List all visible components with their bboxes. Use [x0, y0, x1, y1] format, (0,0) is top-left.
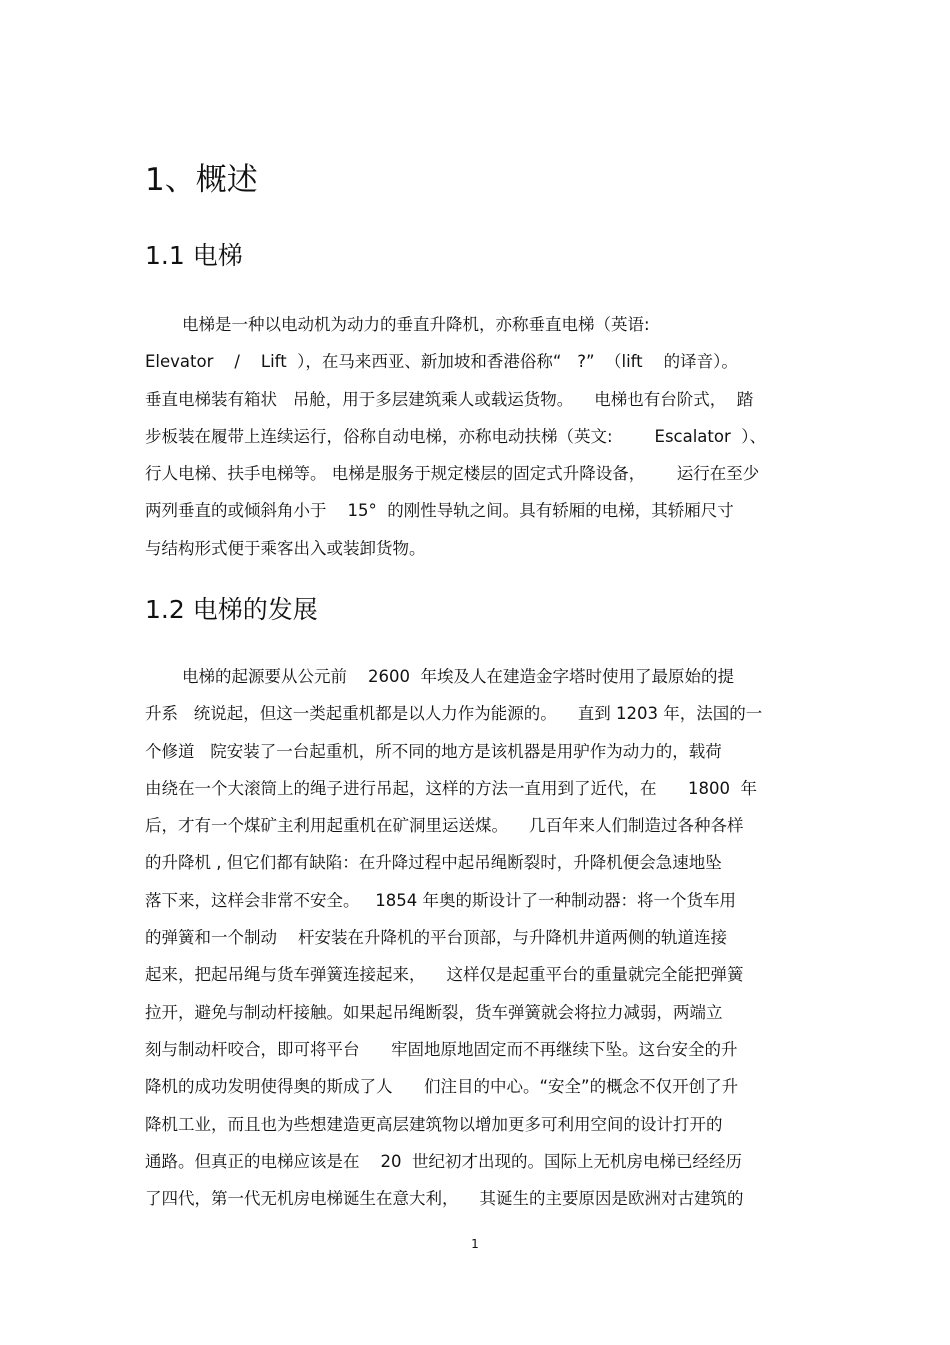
text-line: 步板装在履带上连续运行，俗称自动电梯，亦称电动扶梯（英文: Escalator ）、 — [145, 426, 767, 446]
text-line: 起来，把起吊绳与货车弹簧连接起来， 这样仅是起重平台的重量就完全能把弹簧 — [145, 965, 744, 985]
text-line: 落下来，这样会非常不安全。 1854 年奥的斯设计了一种制动器：将一个货车用 — [145, 890, 736, 910]
text-line: 通路。但真正的电梯应该是在 20 世纪初才出现的。国际上无机房电梯已经经历 — [145, 1151, 742, 1171]
text-line: Elevator / Lift ），在马来西亚、新加坡和香港俗称“ ?” （lift 的译音）。 — [145, 352, 738, 372]
section-heading-elevator: 1.1 电梯 — [145, 241, 243, 270]
text-line: 两列垂直的或倾斜角小于 15° 的刚性导轨之间。具有轿厢的电梯，其轿厢尺寸 — [145, 501, 734, 521]
paragraph-elevator-history — [145, 658, 810, 1217]
text-line: 由绕在一个大滚筒上的绳子进行吊起，这样的方法一直用到了近代，在 1800 年 — [145, 778, 757, 798]
section-heading-development: 1.2 电梯的发展 — [145, 595, 318, 624]
text-line: 的弹簧和一个制动 杆安装在升降机的平台顶部，与升降机井道两侧的轨道连接 — [145, 928, 727, 948]
text-line: 升系 统说起，但这一类起重机都是以人力作为能源的。 直到 1203 年，法国的一 — [145, 704, 763, 724]
text-line: 电梯是一种以电动机为动力的垂直升降机，亦称垂直电梯（英语: — [182, 315, 650, 334]
text-line: 了四代，第一代无机房电梯诞生在意大利， 其诞生的主要原因是欧洲对古建筑的 — [145, 1189, 744, 1209]
text-line: 刻与制动杆咬合，即可将平台 牢固地原地固定而不再继续下坠。这台安全的升 — [145, 1039, 738, 1059]
text-line: 垂直电梯装有箱状 吊舱，用于多层建筑乘人或载运货物。 电梯也有台阶式， 踏 — [145, 389, 754, 409]
text-line: 降机工业，而且也为些想建造更高层建筑物以增加更多可利用空间的设计打开的 — [145, 1114, 723, 1134]
chapter-heading: 1、概述 — [145, 162, 258, 198]
text-line: 降机的成功发明使得奥的斯成了人 们注目的中心。“安全”的概念不仅开创了升 — [145, 1077, 739, 1097]
text-line: 的升降机 , 但它们都有缺陷：在升降过程中起吊绳断裂时，升降机便会急速地坠 — [145, 853, 722, 873]
text-line: 后，才有一个煤矿主利用起重机在矿洞里运送煤。 几百年来人们制造过各种各样 — [145, 816, 744, 836]
page-number: 1 — [471, 1237, 479, 1251]
text-line: 拉开，避免与制动杆接触。如果起吊绳断裂，货车弹簧就会将拉力减弱，两端立 — [145, 1002, 723, 1022]
text-line: 个修道 院安装了一台起重机，所不同的地方是该机器是用驴作为动力的，载荷 — [145, 741, 722, 761]
text-line: 行人电梯、扶手电梯等。 电梯是服务于规定楼层的固定式升降设备， 运行在至少 — [145, 464, 760, 484]
paragraph-elevator-definition — [145, 306, 810, 567]
text-line: 与结构形式便于乘客出入或装卸货物。 — [145, 538, 426, 558]
text-line: 电梯的起源要从公元前 2600 年埃及人在建造金字塔时使用了最原始的提 — [182, 667, 734, 686]
